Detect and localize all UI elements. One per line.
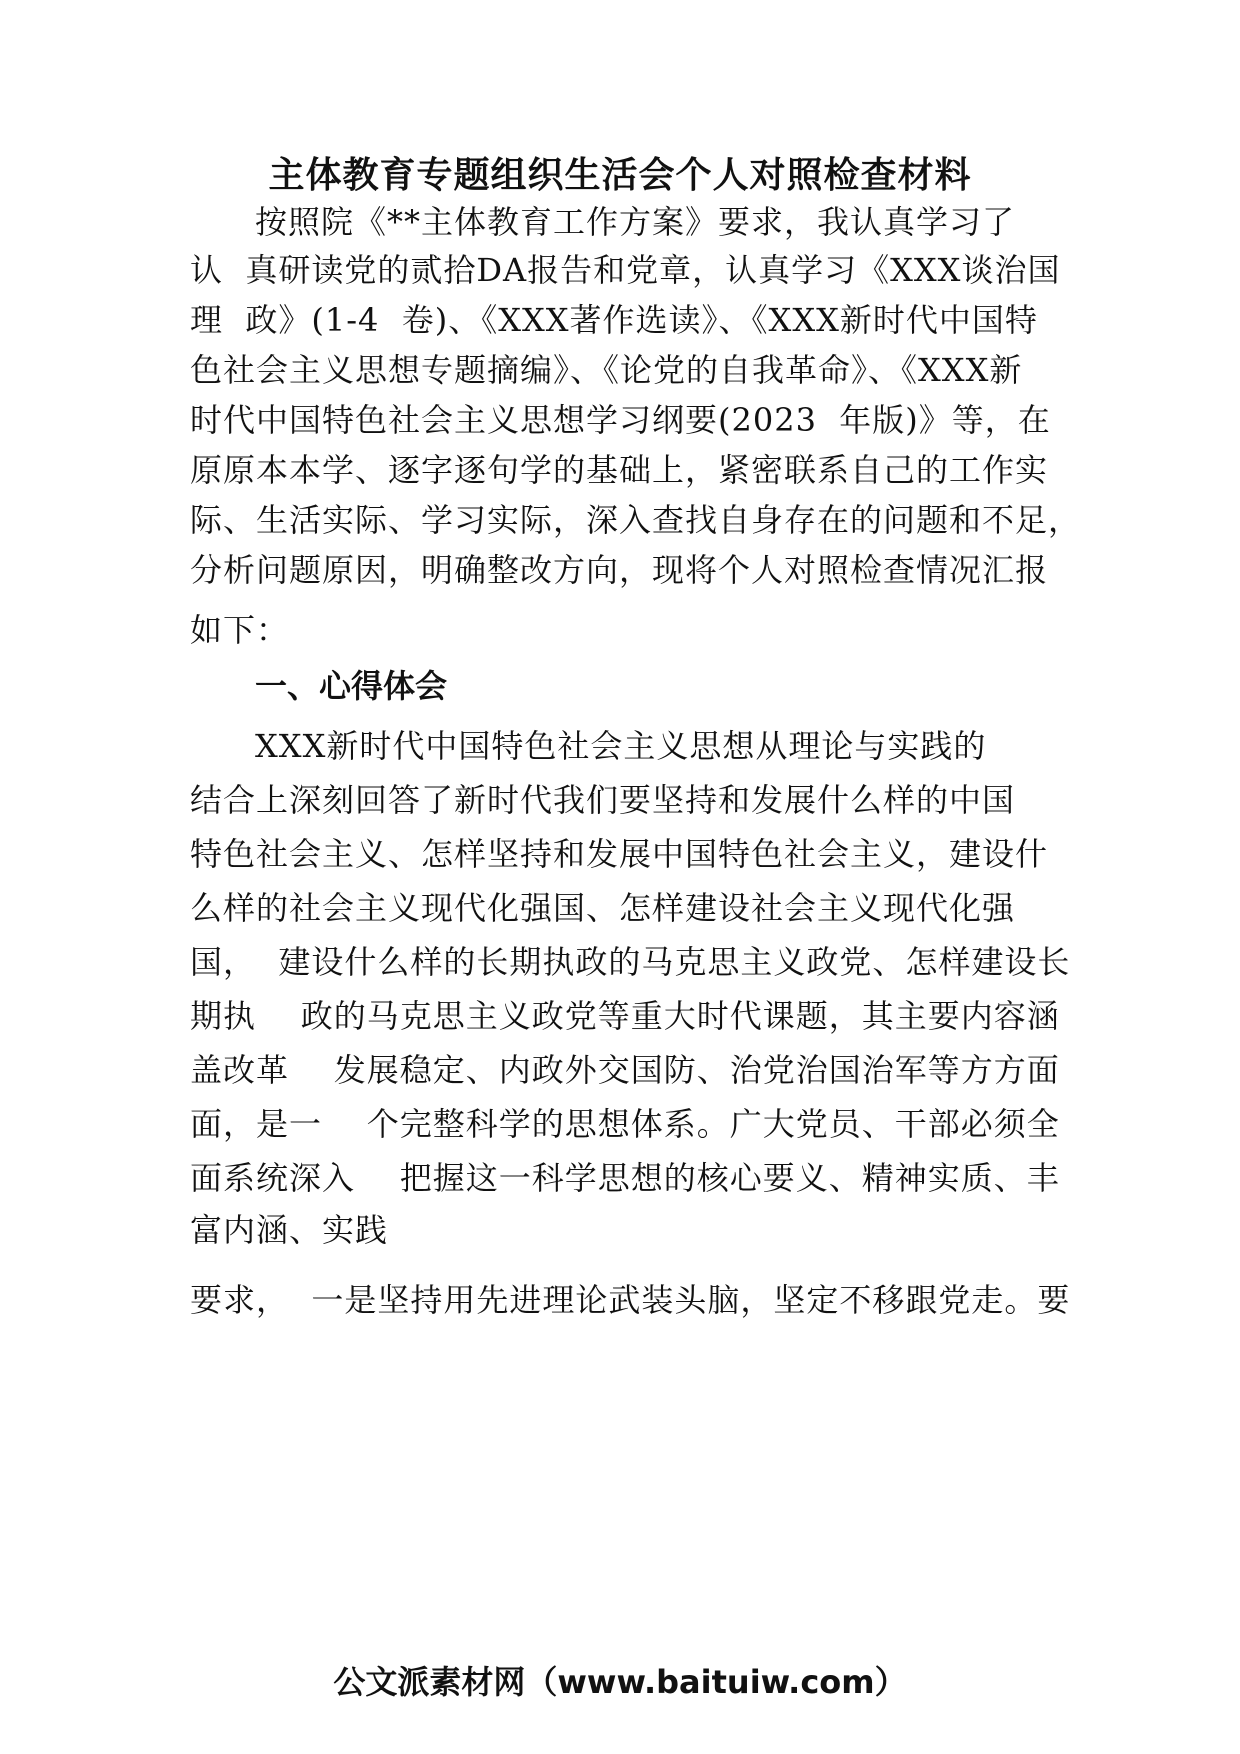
- section1-line: 特色社会主义、怎样坚持和发展中国特色社会主义，建设什: [190, 835, 1049, 873]
- document-title: 主体教育专题组织生活会个人对照检查材料: [268, 155, 972, 196]
- section1-line: XXX新时代中国特色社会主义思想从理论与实践的: [255, 727, 987, 765]
- section1-line: 期执 政的马克思主义政党等重大时代课题，其主要内容涵: [190, 997, 1060, 1035]
- section1-line: 面，是一 个完整科学的思想体系。广大党员、干部必须全: [190, 1105, 1060, 1143]
- footer-source: 公文派素材网（www.baituiw.com）: [333, 1663, 907, 1701]
- section-heading: 一、心得体会: [255, 667, 448, 705]
- section1-line: 要求， 一是坚持用先进理论武装头脑，坚定不移跟党走。要: [190, 1281, 1071, 1319]
- intro-line: 分析问题原因，明确整改方向，现将个人对照检查情况汇报: [190, 551, 1049, 589]
- intro-line: 色社会主义思想专题摘编》、《论党的自我革命》、《XXX新: [190, 351, 1023, 389]
- section1-line: 盖改革 发展稳定、内政外交国防、治党治国治军等方方面: [190, 1051, 1060, 1089]
- section1-line: 面系统深入 把握这一科学思想的核心要义、精神实质、丰: [190, 1159, 1060, 1197]
- section1-line: 国， 建设什么样的长期执政的马克思主义政党、怎样建设长: [190, 943, 1071, 981]
- intro-line: 时代中国特色社会主义思想学习纲要(2023 年版)》等，在: [190, 401, 1051, 439]
- section1-line: 结合上深刻回答了新时代我们要坚持和发展什么样的中国: [190, 781, 1016, 819]
- section1-line: 富内涵、实践: [190, 1211, 389, 1249]
- intro-line: 认 真研读党的贰拾DA报告和党章，认真学习《XXX谈治国: [190, 251, 1061, 289]
- intro-line: 如下：: [190, 611, 290, 649]
- section1-line: 么样的社会主义现代化强国、怎样建设社会主义现代化强: [190, 889, 1016, 927]
- intro-line: 按照院《**主体教育工作方案》要求，我认真学习了: [255, 203, 1016, 241]
- intro-line: 际、生活实际、学习实际，深入查找自身存在的问题和不足，: [190, 501, 1082, 539]
- intro-line: 理 政》(1-4 卷)、《XXX著作选读》、《XXX新时代中国特: [190, 301, 1038, 339]
- intro-line: 原原本本学、逐字逐句学的基础上，紧密联系自己的工作实: [190, 451, 1049, 489]
